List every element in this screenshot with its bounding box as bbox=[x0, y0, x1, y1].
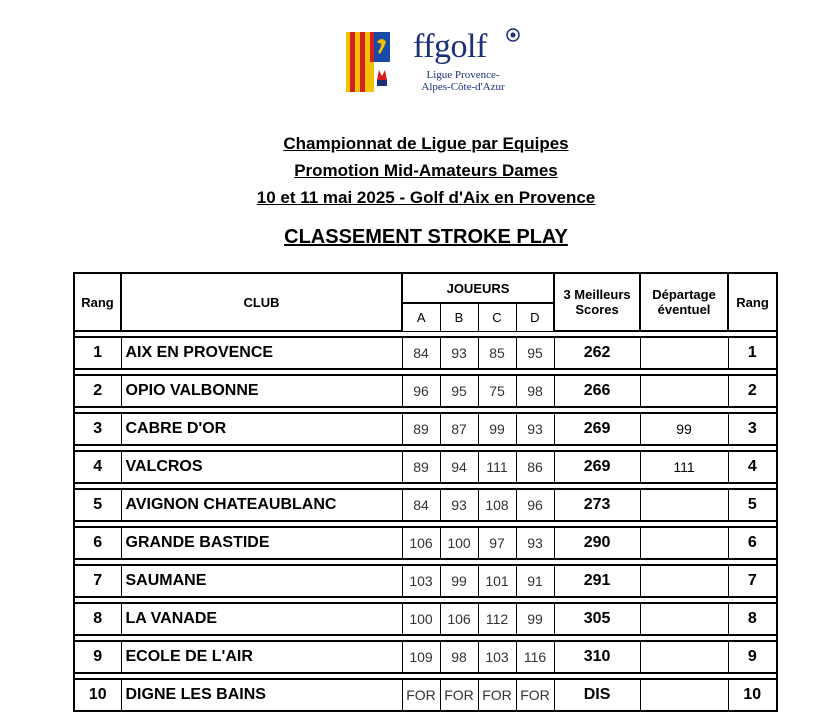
logo-subtitle-line1: Ligue Provence- bbox=[426, 69, 500, 81]
player-b-score: 95 bbox=[440, 375, 478, 407]
rang-cell: 1 bbox=[74, 337, 121, 369]
ffgolf-wordmark: ffgolf bbox=[413, 28, 487, 65]
rang-cell: 5 bbox=[74, 489, 121, 521]
best-scores-cell: 269 bbox=[554, 451, 640, 483]
club-cell: CABRE D'OR bbox=[121, 413, 402, 445]
departage-cell bbox=[640, 489, 728, 521]
table-row bbox=[74, 413, 777, 445]
player-c-score: 103 bbox=[478, 641, 516, 673]
player-b-score: 94 bbox=[440, 451, 478, 483]
rang-right-cell: 7 bbox=[728, 565, 777, 597]
best-scores-cell: 310 bbox=[554, 641, 640, 673]
player-a-score: 84 bbox=[402, 489, 440, 521]
promotion-title: Promotion Mid-Amateurs Dames bbox=[294, 161, 558, 180]
rang-cell: 4 bbox=[74, 451, 121, 483]
departage-cell: 99 bbox=[640, 413, 728, 445]
player-d-score: 116 bbox=[516, 641, 554, 673]
header-joueurs: JOUEURS bbox=[402, 273, 554, 303]
logo-subtitle bbox=[415, 69, 511, 93]
player-c-score: 112 bbox=[478, 603, 516, 635]
best-scores-cell: 266 bbox=[554, 375, 640, 407]
player-a-score: 100 bbox=[402, 603, 440, 635]
player-c-score: 97 bbox=[478, 527, 516, 559]
rang-right-cell: 1 bbox=[728, 337, 777, 369]
departage-cell bbox=[640, 565, 728, 597]
table-row bbox=[74, 375, 777, 407]
club-cell: DIGNE LES BAINS bbox=[121, 679, 402, 711]
rang-right-cell: 5 bbox=[728, 489, 777, 521]
player-d-score: 93 bbox=[516, 413, 554, 445]
best-scores-cell: 262 bbox=[554, 337, 640, 369]
player-d-score: 95 bbox=[516, 337, 554, 369]
player-a-score: 89 bbox=[402, 451, 440, 483]
best-scores-cell: 269 bbox=[554, 413, 640, 445]
player-d-score: 86 bbox=[516, 451, 554, 483]
player-a-score: 109 bbox=[402, 641, 440, 673]
club-cell: SAUMANE bbox=[121, 565, 402, 597]
departage-cell bbox=[640, 337, 728, 369]
best-scores-cell: 305 bbox=[554, 603, 640, 635]
document-titles bbox=[0, 130, 836, 211]
club-cell: ECOLE DE L'AIR bbox=[121, 641, 402, 673]
player-a-score: 96 bbox=[402, 375, 440, 407]
header-club: CLUB bbox=[121, 273, 402, 331]
departage-cell bbox=[640, 375, 728, 407]
club-cell: GRANDE BASTIDE bbox=[121, 527, 402, 559]
ffgolf-logo bbox=[346, 26, 526, 96]
departage-cell bbox=[640, 679, 728, 711]
table-row bbox=[74, 603, 777, 635]
player-d-score: 99 bbox=[516, 603, 554, 635]
player-b-score: 106 bbox=[440, 603, 478, 635]
table-row bbox=[74, 641, 777, 673]
header-player-a: A bbox=[402, 303, 440, 331]
rang-right-cell: 8 bbox=[728, 603, 777, 635]
header-departage bbox=[640, 273, 728, 331]
club-cell: AVIGNON CHATEAUBLANC bbox=[121, 489, 402, 521]
player-b-score: 98 bbox=[440, 641, 478, 673]
departage-cell: 111 bbox=[640, 451, 728, 483]
club-cell: AIX EN PROVENCE bbox=[121, 337, 402, 369]
table-row bbox=[74, 451, 777, 483]
classement-heading: CLASSEMENT STROKE PLAY bbox=[284, 226, 568, 248]
header-departage-line2: éventuel bbox=[657, 302, 711, 317]
player-b-score: 93 bbox=[440, 489, 478, 521]
departage-cell bbox=[640, 641, 728, 673]
departage-cell bbox=[640, 603, 728, 635]
player-b-score: FOR bbox=[440, 679, 478, 711]
header-rang: Rang bbox=[74, 273, 121, 331]
championship-title: Championnat de Ligue par Equipes bbox=[283, 134, 569, 153]
player-c-score: 75 bbox=[478, 375, 516, 407]
player-d-score: 91 bbox=[516, 565, 554, 597]
table-row bbox=[74, 489, 777, 521]
best-scores-cell: 290 bbox=[554, 527, 640, 559]
player-a-score: FOR bbox=[402, 679, 440, 711]
header-rang-right: Rang bbox=[728, 273, 777, 331]
club-cell: VALCROS bbox=[121, 451, 402, 483]
player-c-score: 99 bbox=[478, 413, 516, 445]
best-scores-cell: DIS bbox=[554, 679, 640, 711]
rang-cell: 7 bbox=[74, 565, 121, 597]
departage-cell bbox=[640, 527, 728, 559]
club-cell: LA VANADE bbox=[121, 603, 402, 635]
rang-cell: 2 bbox=[74, 375, 121, 407]
player-b-score: 87 bbox=[440, 413, 478, 445]
header-best-scores-line1: 3 Meilleurs bbox=[563, 287, 631, 302]
player-d-score: 93 bbox=[516, 527, 554, 559]
table-row bbox=[74, 527, 777, 559]
best-scores-cell: 291 bbox=[554, 565, 640, 597]
date-venue-title: 10 et 11 mai 2025 - Golf d'Aix en Provence bbox=[256, 188, 596, 207]
player-a-score: 84 bbox=[402, 337, 440, 369]
table-row bbox=[74, 565, 777, 597]
player-a-score: 89 bbox=[402, 413, 440, 445]
player-c-score: 108 bbox=[478, 489, 516, 521]
header-player-c: C bbox=[478, 303, 516, 331]
club-cell: OPIO VALBONNE bbox=[121, 375, 402, 407]
player-c-score: 85 bbox=[478, 337, 516, 369]
rang-right-cell: 2 bbox=[728, 375, 777, 407]
header-best-scores-line2: Scores bbox=[575, 302, 619, 317]
rang-cell: 6 bbox=[74, 527, 121, 559]
header-best-scores bbox=[554, 273, 640, 331]
rang-right-cell: 6 bbox=[728, 527, 777, 559]
rang-cell: 8 bbox=[74, 603, 121, 635]
player-b-score: 100 bbox=[440, 527, 478, 559]
player-a-score: 103 bbox=[402, 565, 440, 597]
rang-right-cell: 10 bbox=[728, 679, 777, 711]
rang-cell: 9 bbox=[74, 641, 121, 673]
header-player-b: B bbox=[440, 303, 478, 331]
ranking-table bbox=[73, 272, 778, 712]
provence-shield-icon bbox=[346, 32, 402, 94]
player-d-score: 98 bbox=[516, 375, 554, 407]
rang-cell: 10 bbox=[74, 679, 121, 711]
table-row bbox=[74, 337, 777, 369]
player-c-score: 101 bbox=[478, 565, 516, 597]
player-a-score: 106 bbox=[402, 527, 440, 559]
rang-cell: 3 bbox=[74, 413, 121, 445]
rang-right-cell: 3 bbox=[728, 413, 777, 445]
best-scores-cell: 273 bbox=[554, 489, 640, 521]
player-b-score: 93 bbox=[440, 337, 478, 369]
header-player-d: D bbox=[516, 303, 554, 331]
rang-right-cell: 4 bbox=[728, 451, 777, 483]
player-d-score: FOR bbox=[516, 679, 554, 711]
header-departage-line1: Départage bbox=[652, 287, 716, 302]
player-b-score: 99 bbox=[440, 565, 478, 597]
rang-right-cell: 9 bbox=[728, 641, 777, 673]
logo-subtitle-line2: Alpes-Côte-d'Azur bbox=[421, 81, 505, 93]
table-row bbox=[74, 679, 777, 711]
player-c-score: FOR bbox=[478, 679, 516, 711]
registered-icon bbox=[506, 28, 520, 42]
player-d-score: 96 bbox=[516, 489, 554, 521]
player-c-score: 111 bbox=[478, 451, 516, 483]
